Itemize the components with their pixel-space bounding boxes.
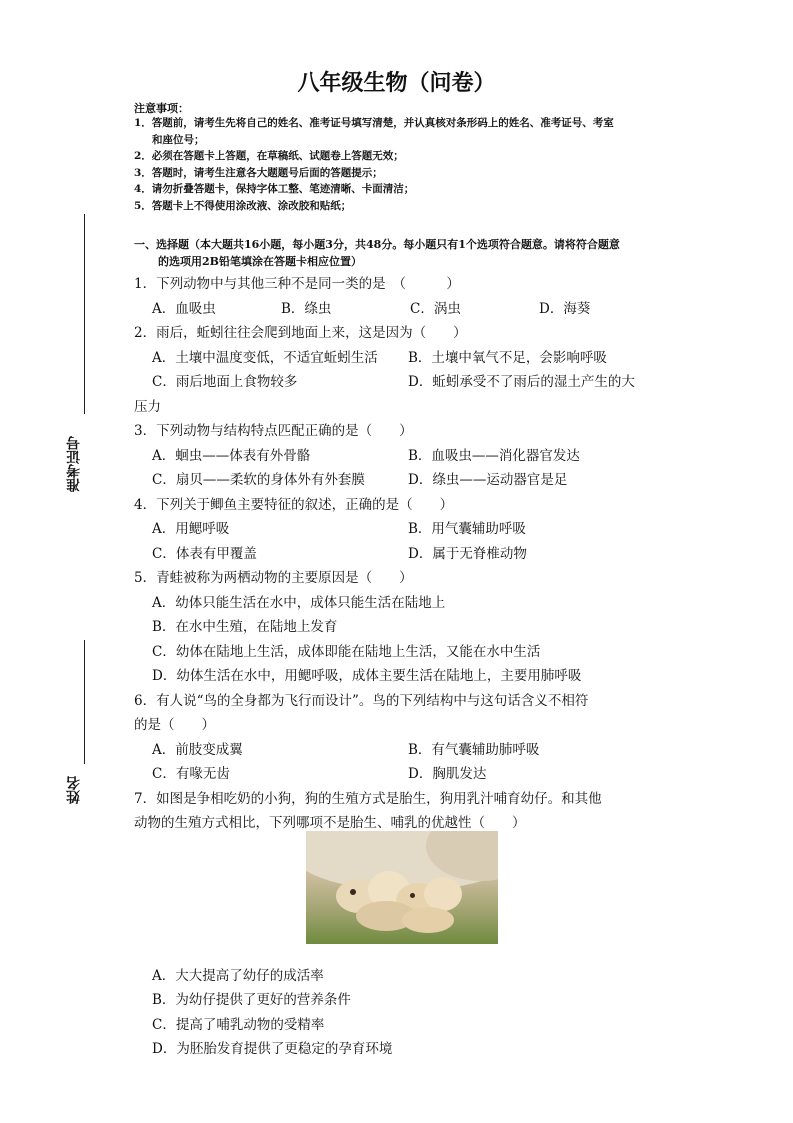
question-1 [134,272,674,321]
section-heading-line: 一、选择题（本大题共16小题，每小题3分，共48分。每小题只有1个选项符合题意。请将符合题意 [134,238,620,251]
option-d[interactable]: D．幼体生活在水中，用鳃呼吸，成体主要生活在陆地上，主要用肺呼吸 [152,668,582,684]
option-c[interactable]: C．扇贝——柔软的身体外有外套膜 [152,472,365,488]
option-a[interactable]: A．用鳃呼吸 [152,521,230,537]
notice-item: 5．答题卡上不得使用涂改液、涂改胶和贴纸； [134,199,352,212]
question-stem: 6．有人说“鸟的全身都为飞行而设计”。鸟的下列结构中与这句话含义不相符 [134,692,589,709]
option-d[interactable]: D．为胚胎发育提供了更稳定的孕育环境 [152,1041,393,1057]
question-5 [134,566,674,689]
question-stem: 1．下列动物中与其他三种不是同一类的是 （ ） [134,276,460,292]
option-c[interactable]: C．体表有甲覆盖 [152,545,257,562]
option-d[interactable]: D．胸肌发达 [408,766,487,782]
option-b[interactable]: B．有气囊辅助肺呼吸 [408,741,540,758]
notice-item: 4．请勿折叠答题卡，保持字体工整、笔迹清晰、卡面清洁； [134,183,415,195]
option-c[interactable]: C．雨后地面上食物较多 [152,374,298,390]
option-b[interactable]: B．为幼仔提供了更好的营养条件 [152,992,351,1008]
page-title: 八年级生物（问卷） [297,71,496,96]
option-c[interactable]: C．提高了哺乳动物的受精率 [152,1016,325,1033]
question-4 [134,493,674,567]
option-b[interactable]: B．绦虫 [281,300,332,317]
question-stem: 4．下列关于鲫鱼主要特征的叙述，正确的是（ ） [134,496,454,513]
option-a[interactable]: A．土壤中温度变低，不适宜蚯蚓生活 [152,349,378,366]
option-a[interactable]: A．血吸虫 [152,300,216,317]
option-a[interactable]: A．前肢变成翼 [152,741,243,758]
section-heading [134,236,694,270]
option-a[interactable]: A．蛔虫——体表有外骨骼 [152,447,311,464]
option-d[interactable]: D．海葵 [539,300,591,317]
option-b[interactable]: B．用气囊辅助呼吸 [408,521,526,537]
option-c[interactable]: C．涡虫 [410,300,461,317]
question-stem: 3．下列动物与结构特点匹配正确的是（ ） [134,423,413,439]
option-b[interactable]: B．在水中生殖，在陆地上发育 [152,619,338,635]
question-stem: 2．雨后，蚯蚓往往会爬到地面上来，这是因为（ ） [134,325,467,341]
puppies-nursing-photo [306,831,498,944]
option-b[interactable]: B．土壤中氧气不足，会影响呼吸 [408,349,607,366]
option-c[interactable]: C．幼体在陆地上生活，成体即能在陆地上生活，又能在水中生活 [152,643,541,660]
question-stem-continuation: 动物的生殖方式相比，下列哪项不是胎生、哺乳的优越性（ ） [134,815,526,831]
question-stem: 5．青蛙被称为两栖动物的主要原因是（ ） [134,570,413,586]
question-6 [134,689,674,787]
exam-id-fill-line[interactable] [84,214,85,414]
notice-item: 1．答题前，请考生先将自己的姓名、准考证号填写清楚，并认真核对条形码上的姓名、准考证号、考室 [134,117,614,129]
notice-item: 3．答题时，请考生注意各大题题号后面的答题提示； [134,166,383,179]
question-stem: 7．如图是争相吃奶的小狗，狗的生殖方式是胎生，狗用乳汁哺育幼仔。和其他 [134,790,602,807]
question-2 [134,321,674,419]
option-d[interactable]: D．属于无脊椎动物 [408,545,527,562]
notice-list [134,115,694,214]
option-b[interactable]: B．血吸虫——消化器官发达 [408,447,580,464]
question-3 [134,419,674,493]
option-d[interactable]: D．绦虫——运动器官是足 [408,472,568,488]
option-d[interactable]: D．蚯蚓承受不了雨后的湿土产生的大 [408,374,635,390]
notice-item: 2．必须在答题卡上答题，在草稿纸、试题卷上答题无效； [134,150,404,162]
section-heading-line: 的选项用2B铅笔填涂在答题卡相应位置） [158,255,362,268]
option-a[interactable]: A．大大提高了幼仔的成活率 [152,967,324,984]
question-stem-continuation: 的是（ ） [134,717,215,733]
name-fill-line[interactable] [84,640,85,764]
exam-id-label: 准考证号 [66,436,82,492]
option-c[interactable]: C．有喙无齿 [152,766,230,782]
notice-item: 和座位号； [152,133,205,146]
option-d-continuation: 压力 [134,398,161,415]
notice-heading: 注意事项： [134,102,189,115]
option-a[interactable]: A．幼体只能生活在水中，成体只能生活在陆地上 [152,594,446,611]
name-label: 姓名 [66,776,82,804]
